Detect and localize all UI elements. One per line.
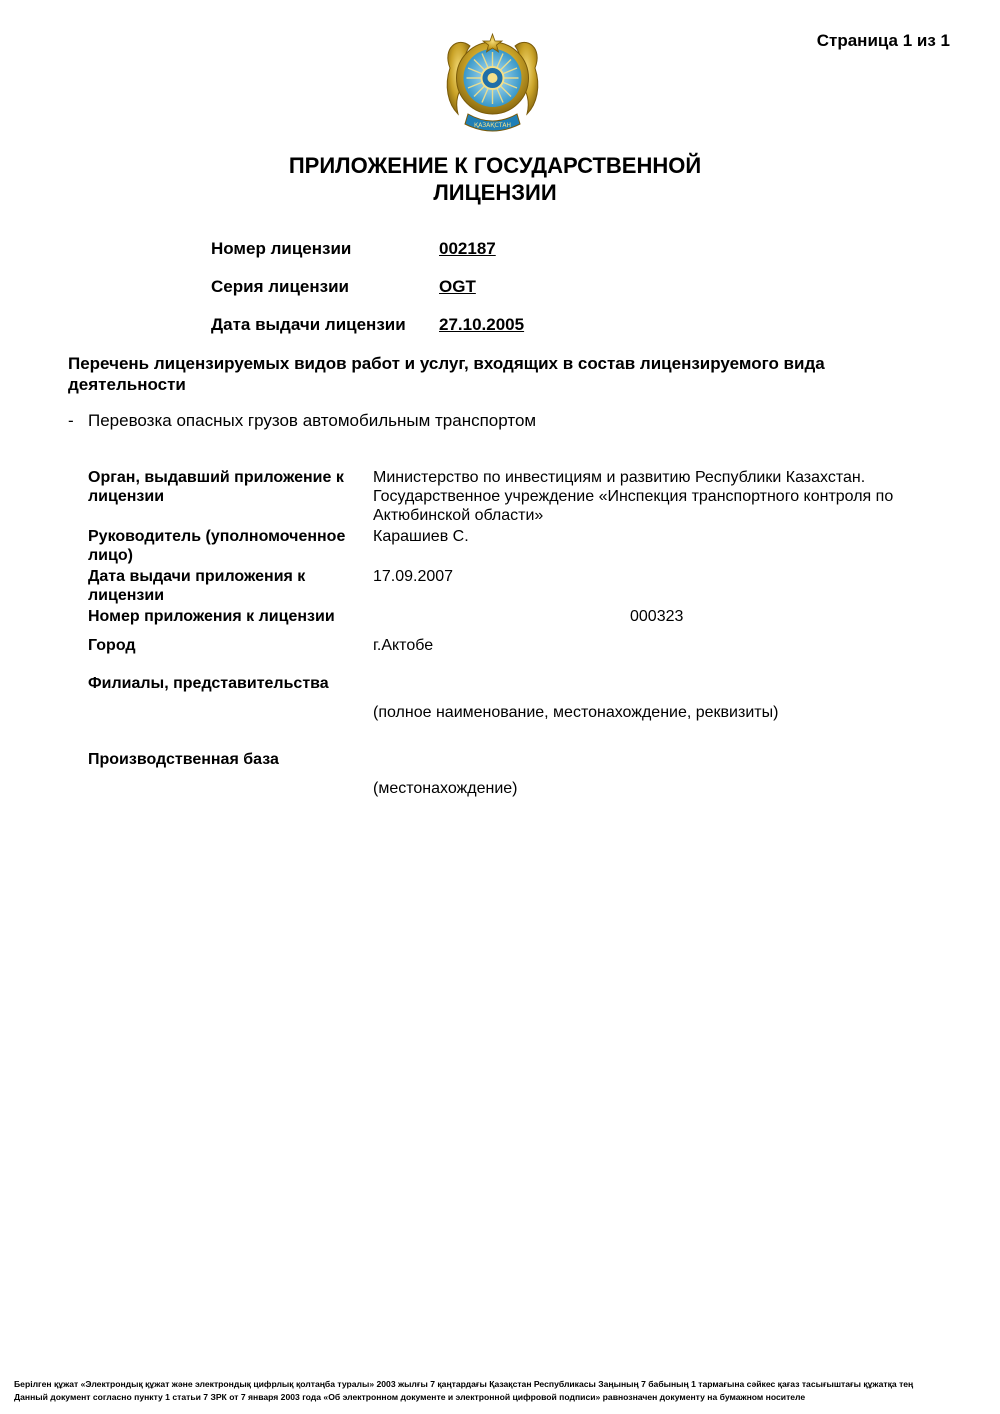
svg-text:ҚАЗАҚСТАН: ҚАЗАҚСТАН — [473, 122, 512, 129]
production-base-hint: (местонахождение) — [373, 780, 518, 797]
appendix-date-value: 17.09.2007 — [373, 568, 454, 585]
appendix-number-value: 000323 — [630, 608, 684, 625]
service-list-item — [68, 411, 536, 431]
page-indicator: Страница 1 из 1 — [816, 31, 950, 50]
legal-footer — [14, 1378, 913, 1404]
branches-label: Филиалы, представительства — [88, 675, 329, 692]
appendix-date-label: Дата выдачи приложения к лицензии — [88, 568, 306, 604]
service-item-text: Перевозка опасных грузов автомобильным транспортом — [88, 411, 537, 430]
city-value: г.Актобе — [373, 637, 434, 654]
branches-hint: (полное наименование, местонахождение, реквизиты) — [373, 704, 779, 721]
license-number-value: 002187 — [439, 239, 496, 258]
head-value: Карашиев С. — [373, 528, 469, 545]
license-series-label: Серия лицензии — [211, 277, 349, 296]
appendix-number-label: Номер приложения к лицензии — [88, 608, 335, 625]
list-dash: - — [68, 411, 74, 430]
head-label: Руководитель (уполномоченное лицо) — [88, 528, 346, 564]
production-base-label: Производственная база — [88, 751, 279, 768]
footer-line-ru: Данный документ согласно пункту 1 статьи 7 ЗРК от 7 января 2003 года «Об электронном документе и электронной цифровой подписи» равнозначен документу на бумажном носителе — [14, 1392, 806, 1402]
license-series-value: OGT — [439, 277, 476, 296]
document-title — [0, 152, 990, 206]
services-heading: Перечень лицензируемых видов работ и услуг, входящих в состав лицензируемого вида деятельности — [68, 354, 825, 394]
document-title-line-1: ПРИЛОЖЕНИЕ К ГОСУДАРСТВЕННОЙ — [288, 153, 702, 178]
license-number-label: Номер лицензии — [211, 239, 352, 258]
issuer-label: Орган, выдавший приложение к лицензии — [88, 469, 344, 505]
license-date-value: 27.10.2005 — [439, 315, 525, 334]
footer-line-kz: Берілген құжат «Электрондық құжат және электрондық цифрлық қолтаңба туралы» 2003 жылғы 7 қаңтардағы Қазақстан Республикасы Заңының 7 бабының 1 тармағына сәйкес қағаз тасығыштағы құжатқа тең — [14, 1379, 914, 1389]
license-date-label: Дата выдачи лицензии — [211, 315, 406, 334]
document-title-line-2: ЛИЦЕНЗИИ — [433, 180, 557, 205]
issuer-value: Министерство по инвестициям и развитию Республики Казахстан. Государственное учреждение «Инспекция транспортного контроля по Актюбинской области» — [373, 469, 894, 524]
state-emblem-icon — [440, 28, 545, 136]
city-label: Город — [88, 637, 136, 654]
